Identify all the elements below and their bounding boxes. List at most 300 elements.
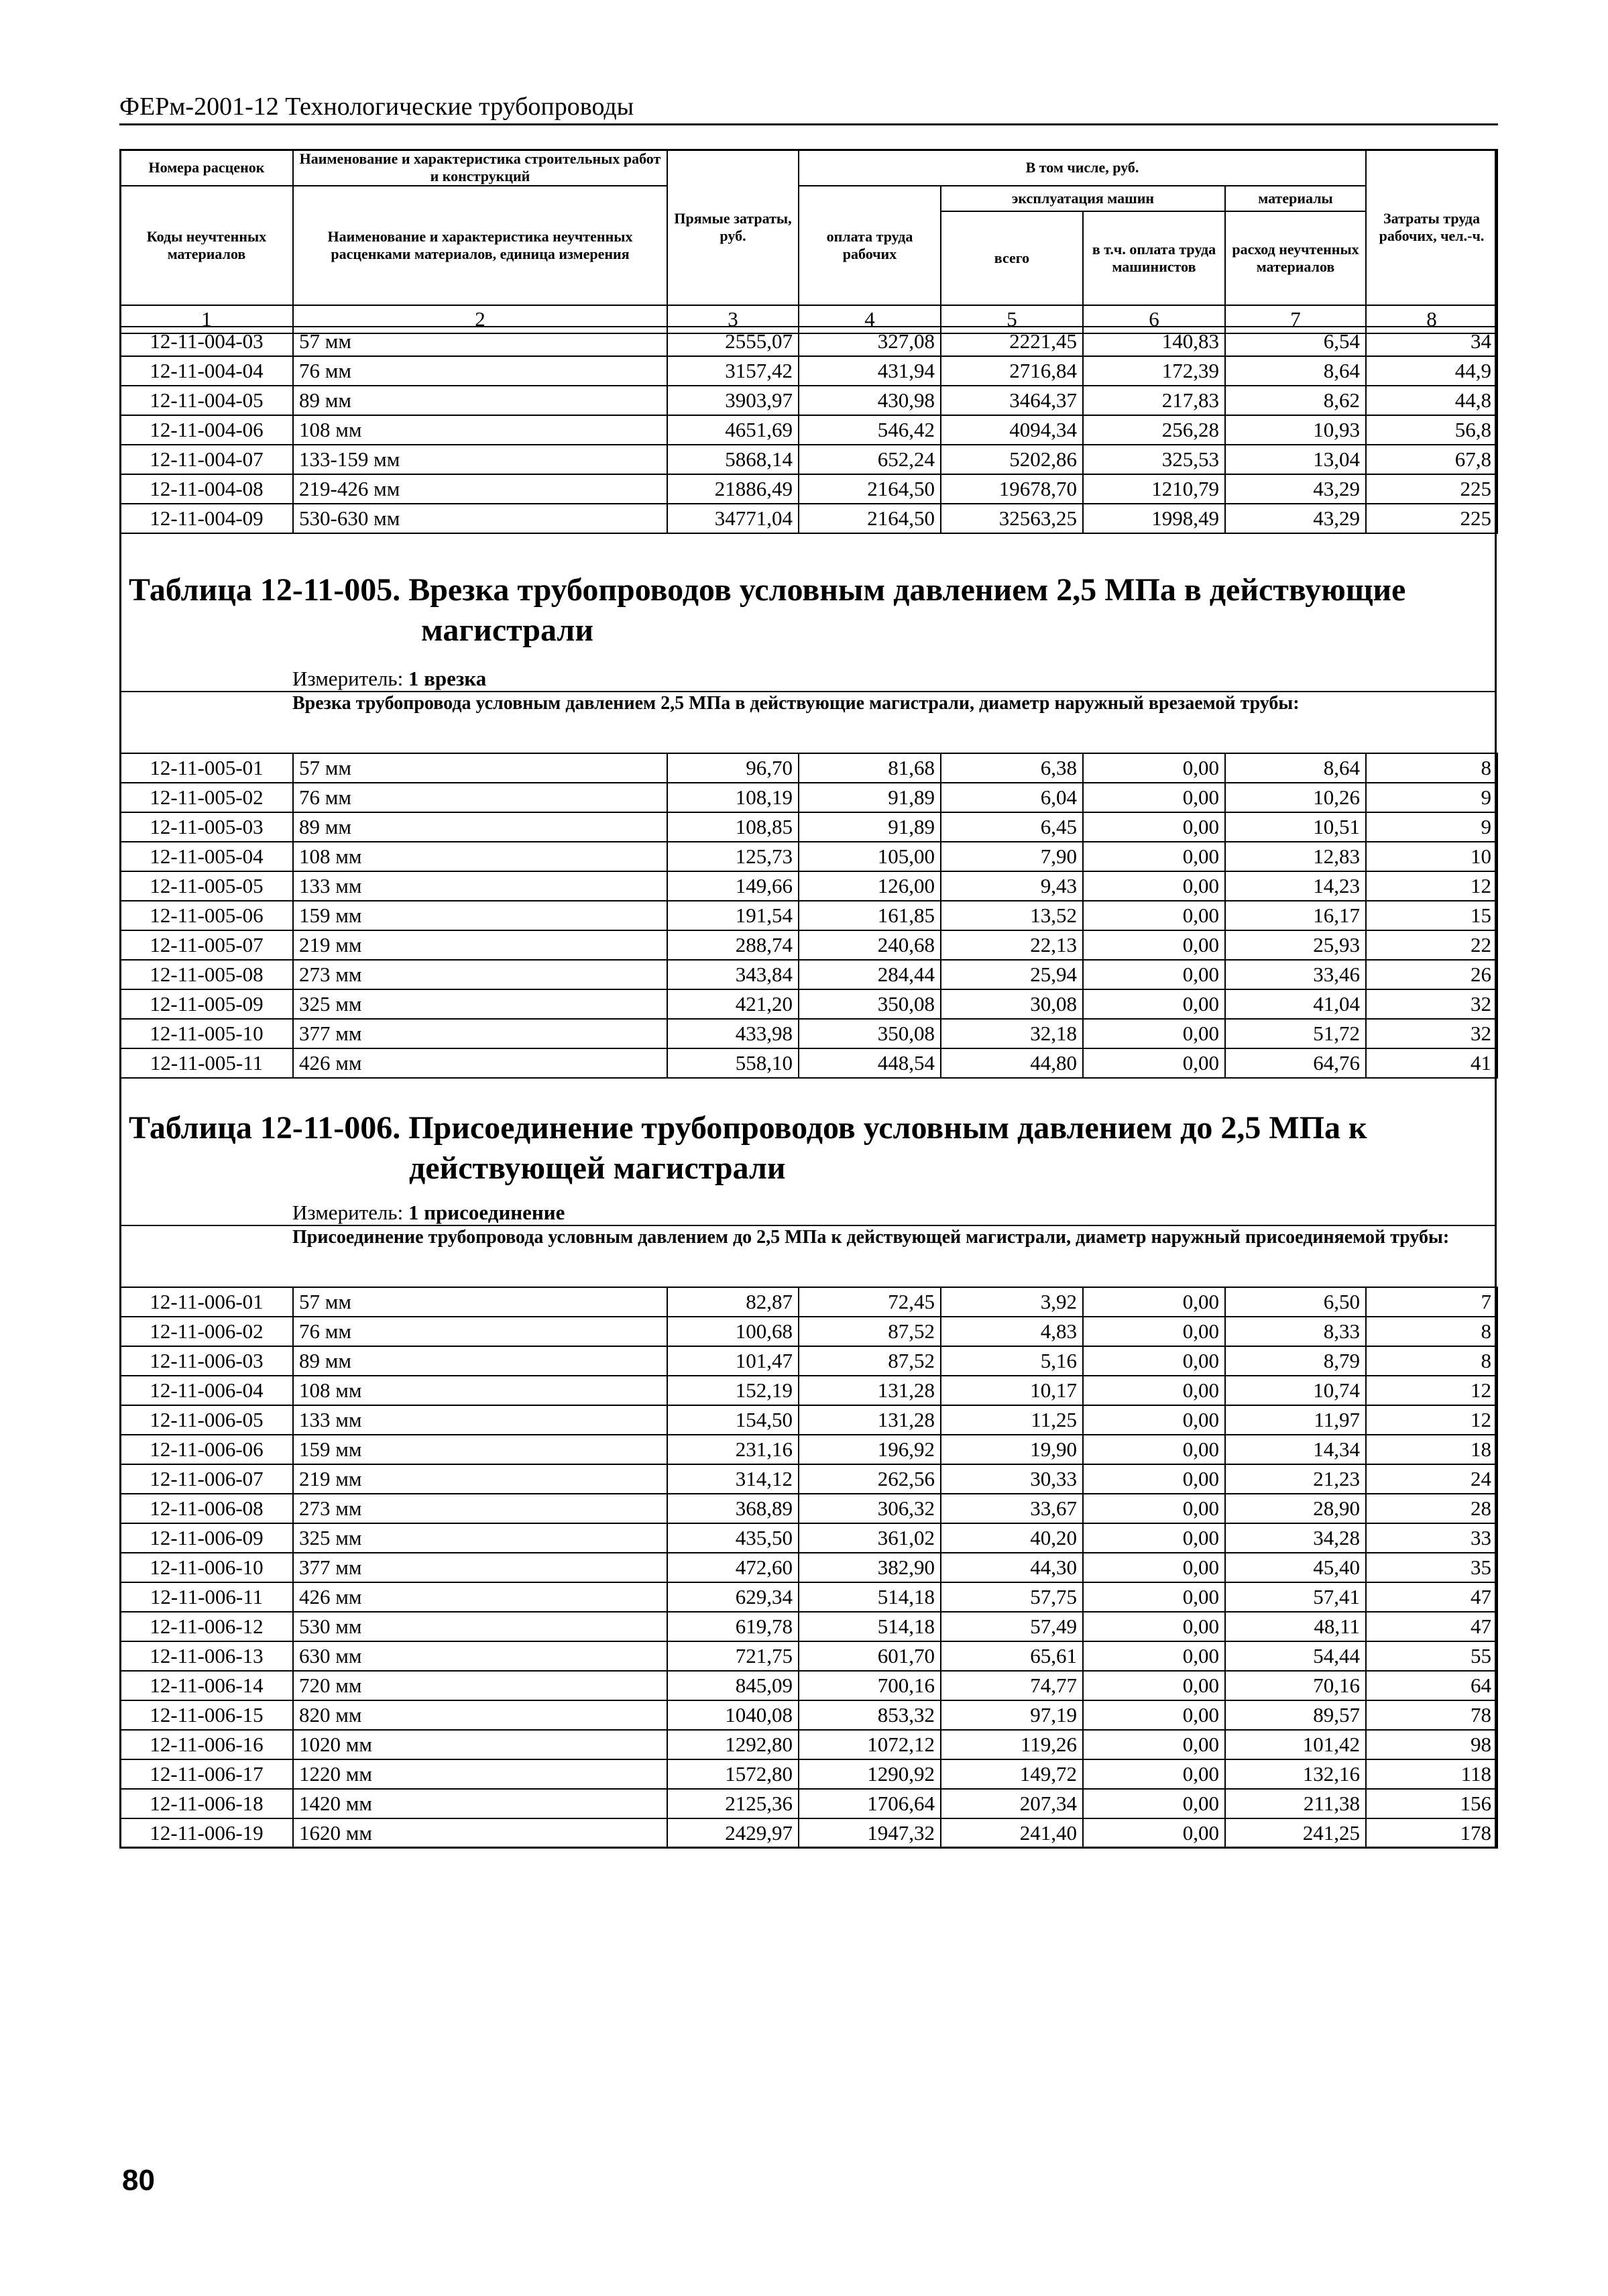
machinist-wages-cell: 0,00 [1083, 930, 1225, 960]
item-name-cell: 57 мм [293, 1287, 667, 1317]
direct-costs-cell: 721,75 [667, 1641, 799, 1671]
labor-hours-cell: 34 [1366, 327, 1497, 356]
worker-wages-cell: 700,16 [799, 1671, 941, 1700]
labor-hours-cell: 41 [1366, 1048, 1497, 1078]
machines-total-cell: 7,90 [941, 842, 1083, 871]
item-name-cell: 1020 мм [293, 1730, 667, 1759]
rate-code-cell: 12-11-006-12 [120, 1612, 293, 1641]
machinist-wages-cell: 0,00 [1083, 812, 1225, 842]
machinist-wages-cell: 0,00 [1083, 1048, 1225, 1078]
worker-wages-cell: 91,89 [799, 783, 941, 812]
materials-cost-cell: 89,57 [1225, 1700, 1366, 1730]
direct-costs-cell: 4651,69 [667, 415, 799, 445]
labor-hours-cell: 35 [1366, 1553, 1497, 1582]
item-name-cell: 159 мм [293, 1435, 667, 1464]
materials-cost-cell: 14,34 [1225, 1435, 1366, 1464]
machinist-wages-cell: 0,00 [1083, 901, 1225, 930]
machines-total-cell: 19,90 [941, 1435, 1083, 1464]
worker-wages-cell: 327,08 [799, 327, 941, 356]
machinist-wages-cell: 0,00 [1083, 842, 1225, 871]
rate-code-cell: 12-11-005-10 [120, 1019, 293, 1048]
direct-costs-cell: 1572,80 [667, 1759, 799, 1789]
machinist-wages-cell: 217,83 [1083, 386, 1225, 415]
machinist-wages-cell: 0,00 [1083, 1759, 1225, 1789]
item-name-cell: 720 мм [293, 1671, 667, 1700]
item-name-cell: 377 мм [293, 1553, 667, 1582]
rate-code-cell: 12-11-006-13 [120, 1641, 293, 1671]
materials-cost-cell: 10,93 [1225, 415, 1366, 445]
materials-cost-cell: 241,25 [1225, 1818, 1366, 1848]
labor-hours-cell: 8 [1366, 1346, 1497, 1376]
worker-wages-cell: 161,85 [799, 901, 941, 930]
machines-total-cell: 207,34 [941, 1789, 1083, 1818]
worker-wages-cell: 240,68 [799, 930, 941, 960]
materials-cost-cell: 64,76 [1225, 1048, 1366, 1078]
direct-costs-cell: 152,19 [667, 1376, 799, 1405]
labor-hours-cell: 9 [1366, 783, 1497, 812]
machines-total-cell: 11,25 [941, 1405, 1083, 1435]
worker-wages-cell: 350,08 [799, 1019, 941, 1048]
direct-costs-cell: 101,47 [667, 1346, 799, 1376]
direct-costs-cell: 1040,08 [667, 1700, 799, 1730]
rate-code-cell: 12-11-005-09 [120, 989, 293, 1019]
item-name-cell: 377 мм [293, 1019, 667, 1048]
materials-cost-cell: 12,83 [1225, 842, 1366, 871]
item-name-cell: 89 мм [293, 386, 667, 415]
rate-code-cell: 12-11-005-08 [120, 960, 293, 989]
rate-code-cell: 12-11-005-05 [120, 871, 293, 901]
labor-hours-cell: 9 [1366, 812, 1497, 842]
machines-total-cell: 32563,25 [941, 504, 1083, 533]
machines-total-cell: 2716,84 [941, 356, 1083, 386]
direct-costs-cell: 288,74 [667, 930, 799, 960]
direct-costs-cell: 2429,97 [667, 1818, 799, 1848]
header-name-top: Наименование и характеристика строительных работ и конструкций [293, 150, 667, 186]
worker-wages-cell: 1072,12 [799, 1730, 941, 1759]
item-name-cell: 219 мм [293, 1464, 667, 1494]
rate-code-cell: 12-11-004-04 [120, 356, 293, 386]
materials-cost-cell: 45,40 [1225, 1553, 1366, 1582]
item-name-cell: 89 мм [293, 812, 667, 842]
machinist-wages-cell: 325,53 [1083, 445, 1225, 474]
machinist-wages-cell: 0,00 [1083, 1553, 1225, 1582]
worker-wages-cell: 131,28 [799, 1376, 941, 1405]
direct-costs-cell: 629,34 [667, 1582, 799, 1612]
machines-total-cell: 13,52 [941, 901, 1083, 930]
machines-total-cell: 57,49 [941, 1612, 1083, 1641]
rate-code-cell: 12-11-006-08 [120, 1494, 293, 1523]
materials-cost-cell: 132,16 [1225, 1759, 1366, 1789]
labor-hours-cell: 24 [1366, 1464, 1497, 1494]
rate-code-cell: 12-11-006-16 [120, 1730, 293, 1759]
direct-costs-cell: 343,84 [667, 960, 799, 989]
worker-wages-cell: 853,32 [799, 1700, 941, 1730]
machines-total-cell: 32,18 [941, 1019, 1083, 1048]
labor-hours-cell: 7 [1366, 1287, 1497, 1317]
table-005-subhead: Врезка трубопровода условным давлением 2,5 МПа в действующие магистрали, диаметр наружный врезаемой трубы: [119, 691, 1497, 715]
column-number: 7 [1225, 305, 1366, 333]
item-name-cell: 76 мм [293, 1317, 667, 1346]
header-wages: оплата труда рабочих [799, 186, 941, 305]
item-name-cell: 133 мм [293, 1405, 667, 1435]
rate-code-cell: 12-11-006-18 [120, 1789, 293, 1818]
rate-code-cell: 12-11-004-07 [120, 445, 293, 474]
direct-costs-cell: 1292,80 [667, 1730, 799, 1759]
direct-costs-cell: 191,54 [667, 901, 799, 930]
labor-hours-cell: 32 [1366, 989, 1497, 1019]
labor-hours-cell: 56,8 [1366, 415, 1497, 445]
machinist-wages-cell: 0,00 [1083, 1287, 1225, 1317]
direct-costs-cell: 2555,07 [667, 327, 799, 356]
labor-hours-cell: 15 [1366, 901, 1497, 930]
materials-cost-cell: 8,64 [1225, 356, 1366, 386]
rate-code-cell: 12-11-006-06 [120, 1435, 293, 1464]
worker-wages-cell: 601,70 [799, 1641, 941, 1671]
labor-hours-cell: 178 [1366, 1818, 1497, 1848]
column-number: 5 [941, 305, 1083, 333]
materials-cost-cell: 16,17 [1225, 901, 1366, 930]
rate-code-cell: 12-11-006-19 [120, 1818, 293, 1848]
header-codes-bottom: Коды неучтенных материалов [120, 186, 293, 305]
labor-hours-cell: 47 [1366, 1582, 1497, 1612]
materials-cost-cell: 10,74 [1225, 1376, 1366, 1405]
rate-code-cell: 12-11-006-14 [120, 1671, 293, 1700]
direct-costs-cell: 2125,36 [667, 1789, 799, 1818]
materials-cost-cell: 43,29 [1225, 504, 1366, 533]
rate-code-cell: 12-11-006-03 [120, 1346, 293, 1376]
item-name-cell: 1620 мм [293, 1818, 667, 1848]
machinist-wages-cell: 0,00 [1083, 1405, 1225, 1435]
labor-hours-cell: 47 [1366, 1612, 1497, 1641]
table-005-caption-line2: магистрали [421, 612, 593, 648]
direct-costs-cell: 472,60 [667, 1553, 799, 1582]
direct-costs-cell: 3157,42 [667, 356, 799, 386]
machinist-wages-cell: 0,00 [1083, 1376, 1225, 1405]
direct-costs-cell: 100,68 [667, 1317, 799, 1346]
machines-total-cell: 149,72 [941, 1759, 1083, 1789]
header-name-bottom: Наименование и характеристика неучтенных расценками материалов, единица измерения [293, 186, 667, 305]
materials-cost-cell: 28,90 [1225, 1494, 1366, 1523]
materials-cost-cell: 41,04 [1225, 989, 1366, 1019]
materials-cost-cell: 43,29 [1225, 474, 1366, 504]
machinist-wages-cell: 0,00 [1083, 753, 1225, 783]
worker-wages-cell: 1706,64 [799, 1789, 941, 1818]
table-006-caption-line1: Таблица 12-11-006. Присоединение трубопроводов условным давлением до 2,5 МПа к [129, 1110, 1367, 1146]
column-number: 6 [1083, 305, 1225, 333]
direct-costs-cell: 154,50 [667, 1405, 799, 1435]
worker-wages-cell: 361,02 [799, 1523, 941, 1553]
header-machinists-wages: в т.ч. оплата труда машинистов [1083, 211, 1225, 305]
item-name-cell: 630 мм [293, 1641, 667, 1671]
direct-costs-cell: 96,70 [667, 753, 799, 783]
rate-code-cell: 12-11-005-01 [120, 753, 293, 783]
direct-costs-cell: 314,12 [667, 1464, 799, 1494]
direct-costs-cell: 5868,14 [667, 445, 799, 474]
direct-costs-cell: 108,19 [667, 783, 799, 812]
labor-hours-cell: 12 [1366, 1405, 1497, 1435]
worker-wages-cell: 514,18 [799, 1612, 941, 1641]
machinist-wages-cell: 0,00 [1083, 1346, 1225, 1376]
machines-total-cell: 65,61 [941, 1641, 1083, 1671]
item-name-cell: 219 мм [293, 930, 667, 960]
worker-wages-cell: 131,28 [799, 1405, 941, 1435]
machines-total-cell: 74,77 [941, 1671, 1083, 1700]
meter-value: 1 врезка [408, 667, 487, 690]
direct-costs-cell: 108,85 [667, 812, 799, 842]
machines-total-cell: 97,19 [941, 1700, 1083, 1730]
rate-code-cell: 12-11-006-10 [120, 1553, 293, 1582]
rate-code-cell: 12-11-005-11 [120, 1048, 293, 1078]
direct-costs-cell: 34771,04 [667, 504, 799, 533]
rate-code-cell: 12-11-006-05 [120, 1405, 293, 1435]
materials-cost-cell: 10,26 [1225, 783, 1366, 812]
item-name-cell: 108 мм [293, 415, 667, 445]
machines-total-cell: 25,94 [941, 960, 1083, 989]
item-name-cell: 57 мм [293, 753, 667, 783]
materials-cost-cell: 8,64 [1225, 753, 1366, 783]
worker-wages-cell: 382,90 [799, 1553, 941, 1582]
materials-cost-cell: 33,46 [1225, 960, 1366, 989]
machines-total-cell: 241,40 [941, 1818, 1083, 1848]
labor-hours-cell: 98 [1366, 1730, 1497, 1759]
item-name-cell: 273 мм [293, 960, 667, 989]
materials-cost-cell: 10,51 [1225, 812, 1366, 842]
rate-code-cell: 12-11-006-04 [120, 1376, 293, 1405]
machinist-wages-cell: 0,00 [1083, 989, 1225, 1019]
materials-cost-cell: 21,23 [1225, 1464, 1366, 1494]
machines-total-cell: 6,04 [941, 783, 1083, 812]
rate-code-cell: 12-11-004-05 [120, 386, 293, 415]
column-number: 2 [293, 305, 667, 333]
meter-value: 1 присоединение [408, 1201, 565, 1224]
worker-wages-cell: 430,98 [799, 386, 941, 415]
direct-costs-cell: 845,09 [667, 1671, 799, 1700]
materials-cost-cell: 101,42 [1225, 1730, 1366, 1759]
header-direct-costs: Прямые затраты, руб. [667, 150, 799, 305]
rate-code-cell: 12-11-005-04 [120, 842, 293, 871]
materials-cost-cell: 54,44 [1225, 1641, 1366, 1671]
worker-wages-cell: 306,32 [799, 1494, 941, 1523]
table-006-caption-line2: действующей магистрали [409, 1150, 786, 1186]
worker-wages-cell: 105,00 [799, 842, 941, 871]
header-machines-total: всего [941, 211, 1083, 305]
machines-total-cell: 119,26 [941, 1730, 1083, 1759]
rate-code-cell: 12-11-006-09 [120, 1523, 293, 1553]
item-name-cell: 426 мм [293, 1048, 667, 1078]
materials-cost-cell: 211,38 [1225, 1789, 1366, 1818]
machinist-wages-cell: 0,00 [1083, 1641, 1225, 1671]
header-labor: Затраты труда рабочих, чел.-ч. [1366, 150, 1497, 305]
worker-wages-cell: 1290,92 [799, 1759, 941, 1789]
rate-code-cell: 12-11-004-09 [120, 504, 293, 533]
machines-total-cell: 22,13 [941, 930, 1083, 960]
machines-total-cell: 3,92 [941, 1287, 1083, 1317]
machines-total-cell: 4094,34 [941, 415, 1083, 445]
machines-total-cell: 6,45 [941, 812, 1083, 842]
direct-costs-cell: 558,10 [667, 1048, 799, 1078]
labor-hours-cell: 78 [1366, 1700, 1497, 1730]
worker-wages-cell: 448,54 [799, 1048, 941, 1078]
header-machines: эксплуатация машин [941, 186, 1225, 211]
direct-costs-cell: 149,66 [667, 871, 799, 901]
labor-hours-cell: 10 [1366, 842, 1497, 871]
item-name-cell: 108 мм [293, 842, 667, 871]
item-name-cell: 76 мм [293, 356, 667, 386]
rate-code-cell: 12-11-005-02 [120, 783, 293, 812]
machinist-wages-cell: 0,00 [1083, 1582, 1225, 1612]
rate-code-cell: 12-11-006-02 [120, 1317, 293, 1346]
rate-code-cell: 12-11-006-07 [120, 1464, 293, 1494]
worker-wages-cell: 262,56 [799, 1464, 941, 1494]
labor-hours-cell: 12 [1366, 871, 1497, 901]
materials-cost-cell: 6,50 [1225, 1287, 1366, 1317]
direct-costs-cell: 435,50 [667, 1523, 799, 1553]
rate-code-cell: 12-11-005-06 [120, 901, 293, 930]
worker-wages-cell: 2164,50 [799, 504, 941, 533]
materials-cost-cell: 48,11 [1225, 1612, 1366, 1641]
worker-wages-cell: 1947,32 [799, 1818, 941, 1848]
machines-total-cell: 30,33 [941, 1464, 1083, 1494]
direct-costs-cell: 125,73 [667, 842, 799, 871]
machines-total-cell: 44,30 [941, 1553, 1083, 1582]
labor-hours-cell: 18 [1366, 1435, 1497, 1464]
machinist-wages-cell: 0,00 [1083, 1789, 1225, 1818]
direct-costs-cell: 82,87 [667, 1287, 799, 1317]
rate-code-cell: 12-11-005-07 [120, 930, 293, 960]
materials-cost-cell: 51,72 [1225, 1019, 1366, 1048]
worker-wages-cell: 431,94 [799, 356, 941, 386]
labor-hours-cell: 8 [1366, 1317, 1497, 1346]
materials-cost-cell: 8,33 [1225, 1317, 1366, 1346]
worker-wages-cell: 87,52 [799, 1346, 941, 1376]
machines-total-cell: 10,17 [941, 1376, 1083, 1405]
materials-cost-cell: 8,62 [1225, 386, 1366, 415]
table-005-caption-line1: Таблица 12-11-005. Врезка трубопроводов условным давлением 2,5 МПа в действующие [129, 572, 1406, 608]
rate-code-cell: 12-11-004-03 [120, 327, 293, 356]
direct-costs-cell: 421,20 [667, 989, 799, 1019]
machinist-wages-cell: 0,00 [1083, 1818, 1225, 1848]
page-frame [119, 149, 1497, 1849]
rate-code-cell: 12-11-006-01 [120, 1287, 293, 1317]
worker-wages-cell: 126,00 [799, 871, 941, 901]
machinist-wages-cell: 1210,79 [1083, 474, 1225, 504]
machines-total-cell: 2221,45 [941, 327, 1083, 356]
machines-total-cell: 5,16 [941, 1346, 1083, 1376]
machines-total-cell: 40,20 [941, 1523, 1083, 1553]
machines-total-cell: 9,43 [941, 871, 1083, 901]
materials-cost-cell: 13,04 [1225, 445, 1366, 474]
machinist-wages-cell: 0,00 [1083, 1700, 1225, 1730]
labor-hours-cell: 156 [1366, 1789, 1497, 1818]
labor-hours-cell: 55 [1366, 1641, 1497, 1671]
labor-hours-cell: 67,8 [1366, 445, 1497, 474]
direct-costs-cell: 3903,97 [667, 386, 799, 415]
machinist-wages-cell: 0,00 [1083, 1494, 1225, 1523]
item-name-cell: 530-630 мм [293, 504, 667, 533]
machinist-wages-cell: 0,00 [1083, 1730, 1225, 1759]
worker-wages-cell: 546,42 [799, 415, 941, 445]
column-number: 1 [120, 305, 293, 333]
worker-wages-cell: 652,24 [799, 445, 941, 474]
rate-code-cell: 12-11-005-03 [120, 812, 293, 842]
labor-hours-cell: 44,8 [1366, 386, 1497, 415]
labor-hours-cell: 225 [1366, 474, 1497, 504]
page-number: 80 [122, 2164, 155, 2197]
worker-wages-cell: 81,68 [799, 753, 941, 783]
materials-cost-cell: 6,54 [1225, 327, 1366, 356]
worker-wages-cell: 87,52 [799, 1317, 941, 1346]
header-incl: В том числе, руб. [799, 150, 1366, 186]
machines-total-cell: 5202,86 [941, 445, 1083, 474]
labor-hours-cell: 225 [1366, 504, 1497, 533]
labor-hours-cell: 12 [1366, 1376, 1497, 1405]
machinist-wages-cell: 0,00 [1083, 1435, 1225, 1464]
materials-cost-cell: 34,28 [1225, 1523, 1366, 1553]
machinist-wages-cell: 0,00 [1083, 1612, 1225, 1641]
header-materials-consumption: расход неучтенных материалов [1225, 211, 1366, 305]
machines-total-cell: 33,67 [941, 1494, 1083, 1523]
materials-cost-cell: 14,23 [1225, 871, 1366, 901]
table-006-subhead: Присоединение трубопровода условным давлением до 2,5 МПа к действующей магистрали, диаметр наружный присоединяемой трубы: [119, 1225, 1497, 1249]
column-number: 8 [1366, 305, 1497, 333]
column-number: 4 [799, 305, 941, 333]
header-codes-top: Номера расценок [120, 150, 293, 186]
machinist-wages-cell: 0,00 [1083, 1317, 1225, 1346]
direct-costs-cell: 619,78 [667, 1612, 799, 1641]
labor-hours-cell: 64 [1366, 1671, 1497, 1700]
item-name-cell: 820 мм [293, 1700, 667, 1730]
item-name-cell: 159 мм [293, 901, 667, 930]
machines-total-cell: 6,38 [941, 753, 1083, 783]
labor-hours-cell: 118 [1366, 1759, 1497, 1789]
machinist-wages-cell: 1998,49 [1083, 504, 1225, 533]
item-name-cell: 426 мм [293, 1582, 667, 1612]
item-name-cell: 108 мм [293, 1376, 667, 1405]
item-name-cell: 57 мм [293, 327, 667, 356]
worker-wages-cell: 350,08 [799, 989, 941, 1019]
direct-costs-cell: 433,98 [667, 1019, 799, 1048]
meter-label: Измеритель: [292, 667, 404, 690]
rate-code-cell: 12-11-006-17 [120, 1759, 293, 1789]
labor-hours-cell: 44,9 [1366, 356, 1497, 386]
header-materials: материалы [1225, 186, 1366, 211]
materials-cost-cell: 25,93 [1225, 930, 1366, 960]
machinist-wages-cell: 256,28 [1083, 415, 1225, 445]
direct-costs-cell: 21886,49 [667, 474, 799, 504]
item-name-cell: 89 мм [293, 1346, 667, 1376]
materials-cost-cell: 70,16 [1225, 1671, 1366, 1700]
item-name-cell: 1220 мм [293, 1759, 667, 1789]
machinist-wages-cell: 0,00 [1083, 871, 1225, 901]
materials-cost-cell: 11,97 [1225, 1405, 1366, 1435]
column-number: 3 [667, 305, 799, 333]
running-head: ФЕРм-2001-12 Технологические трубопроводы [119, 91, 1498, 125]
machines-total-cell: 3464,37 [941, 386, 1083, 415]
labor-hours-cell: 22 [1366, 930, 1497, 960]
worker-wages-cell: 284,44 [799, 960, 941, 989]
item-name-cell: 76 мм [293, 783, 667, 812]
labor-hours-cell: 26 [1366, 960, 1497, 989]
meter-label: Измеритель: [292, 1201, 404, 1224]
item-name-cell: 273 мм [293, 1494, 667, 1523]
rate-code-cell: 12-11-006-15 [120, 1700, 293, 1730]
rate-code-cell: 12-11-006-11 [120, 1582, 293, 1612]
machines-total-cell: 57,75 [941, 1582, 1083, 1612]
worker-wages-cell: 91,89 [799, 812, 941, 842]
machines-total-cell: 19678,70 [941, 474, 1083, 504]
machinist-wages-cell: 140,83 [1083, 327, 1225, 356]
machinist-wages-cell: 0,00 [1083, 1523, 1225, 1553]
